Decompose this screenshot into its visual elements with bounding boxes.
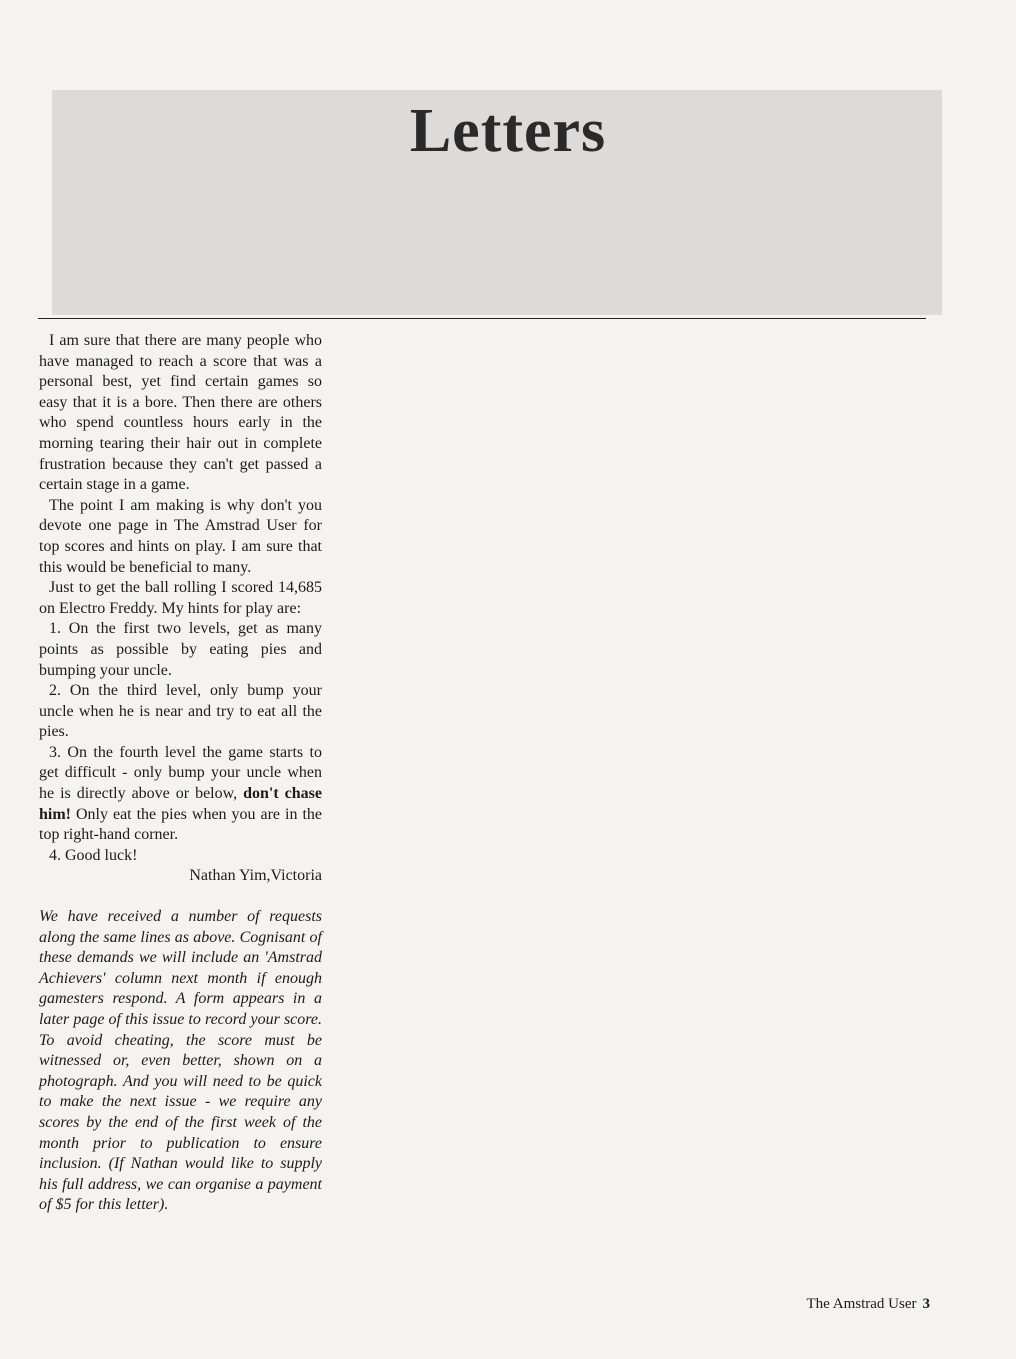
letter1-paragraph: The point I am making is why don't you devote one page in The Amstrad User for top scores and hints on play. I am sure that this would be beneficial to many. — [39, 496, 322, 576]
page-number: 3 — [922, 1296, 930, 1312]
hint3-rest: Only eat the pies when you are in the top right-hand corner. — [39, 805, 322, 844]
letter1-signature: Nathan Yim,Victoria — [189, 867, 322, 885]
magazine-name: The Amstrad User — [806, 1296, 917, 1312]
letter1-editor-reply: We have received a number of requests along the same lines as above. Cognisant of these demands we will include an 'Amstrad Achievers' column next month if enough gamesters respond. A form appears in a later page of this issue to record your score. To avoid cheating, the score must be witnessed or, even better, shown on a photograph. And you will need to be quick to make the next issue - we require any scores by the end of the first week of the month prior to publication to ensure inclusion. (If Nathan would like to supply his full address, we can organise a payment of $5 for this letter). — [39, 908, 322, 1214]
hint3-bold: don't chase him! — [39, 785, 323, 823]
letter1-paragraph: Just to get the ball rolling I scored 14,685 on Electro Freddy. My hints for play are: — [39, 579, 322, 617]
letter1-hint-4: 4. Good luck! — [49, 846, 138, 864]
letter1-hint: 2. On the third level, only bump your uncle when he is near and try to eat all the pies. — [39, 682, 322, 741]
page-footer — [807, 1296, 930, 1313]
letter1-paragraph: I am sure that there are many people who have managed to reach a score that was a personal best, yet find certain games so easy that it is a bore. Then there are others who spend countless hours early in the morning tearing their hair out in complete frustration because they can't get passed a certain stage in a game. — [39, 332, 322, 494]
title-rule — [38, 318, 926, 319]
letter1-hint: 1. On the first two levels, get as many points as possible by eating pies and bumping your uncle. — [39, 620, 322, 679]
hint3-text: 3. On the fourth level the game starts to get difficult - only bump your uncle when he is directly above or below, — [39, 743, 322, 803]
page-title: Letters — [409, 97, 607, 165]
letter1-hint-3 — [39, 743, 322, 846]
column-1 — [39, 331, 322, 1216]
